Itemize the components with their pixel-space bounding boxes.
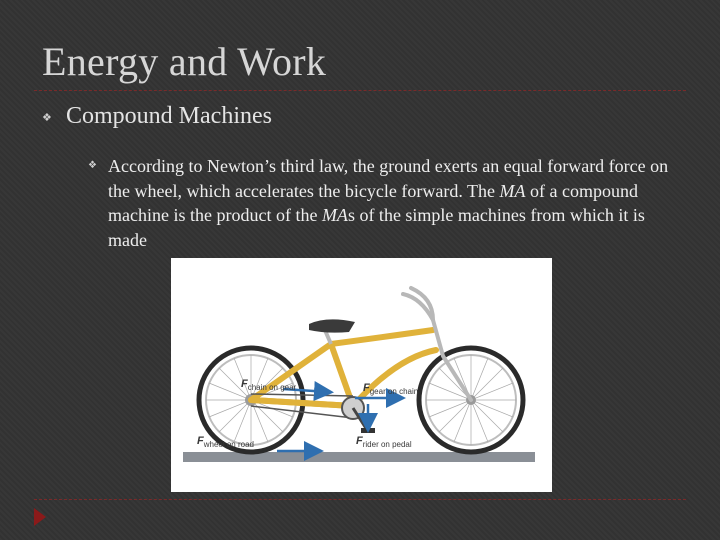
bicycle-figure [171, 258, 552, 492]
road [183, 452, 535, 462]
bicycle-diagram [171, 258, 552, 492]
body-text-part: s of the simple machines from which it is made [108, 205, 645, 250]
slide-title: Energy and Work [42, 39, 327, 84]
body-text-part: According to Newton’s third law, the ground exerts an equal forward force on the wheel, which accelerates the bicycle forward. The [108, 156, 669, 201]
sub-bullet-newton [88, 154, 684, 252]
next-arrow-icon[interactable] [34, 508, 46, 526]
bullet-icon: ❖ [42, 112, 52, 124]
ma-term: MA [499, 180, 526, 201]
label-gear-on-chain: Fgear on chain [363, 382, 419, 396]
label-rider-on-pedal: Frider on pedal [356, 435, 412, 449]
bullet-text: Compound Machines [66, 103, 272, 129]
bullet-icon: ❖ [88, 160, 97, 171]
bullet-compound-machines [42, 103, 272, 130]
footer-divider [34, 499, 686, 500]
label-chain-on-gear: Fchain on gear [241, 378, 297, 392]
body-text-part: of a compound machine is the product of the [108, 180, 638, 225]
ma-term: MA [321, 205, 348, 225]
title-divider [34, 90, 686, 91]
label-wheel-on-road: Fwheel on road [197, 435, 254, 449]
body-paragraph [108, 154, 684, 252]
fork-and-handlebar [403, 288, 471, 400]
